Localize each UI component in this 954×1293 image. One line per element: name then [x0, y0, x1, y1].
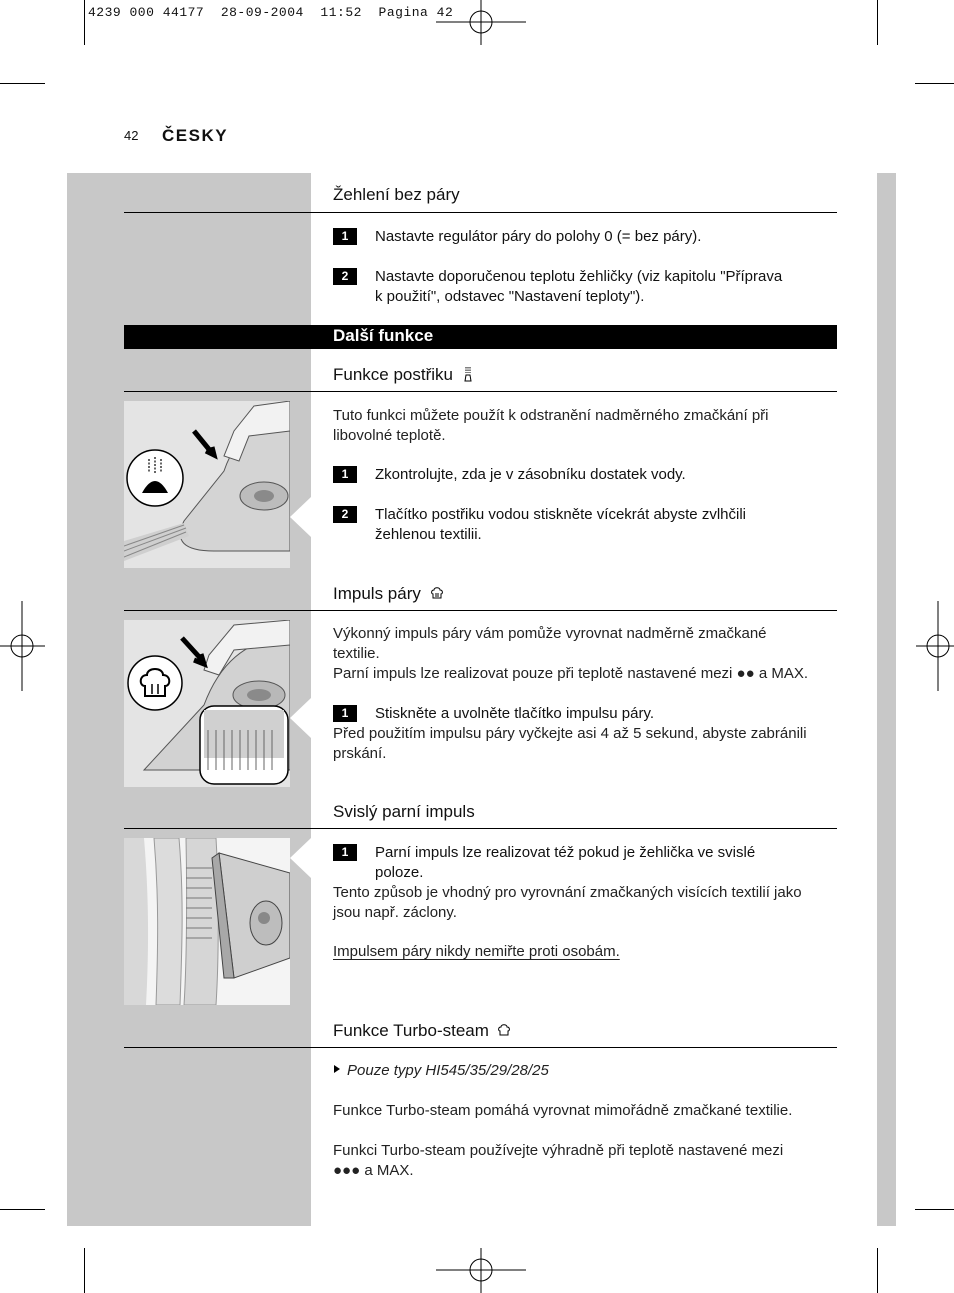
crop-mark [915, 83, 954, 84]
heading-turbo-steam [333, 1021, 510, 1041]
spray-icon [462, 366, 474, 382]
turbo-model-note [333, 1061, 833, 1081]
turbo-steam-icon [498, 1024, 510, 1037]
step-number: 2 [333, 506, 357, 523]
section-bar [124, 325, 837, 349]
shot-intro: Výkonný impuls páry vám pomůže vyrovnat nadměrně zmačkané textilie. [333, 625, 767, 662]
vertical-para: Tento způsob je vhodný pro vyrovnání zmačkaných visících textilií jako jsou např. záclony. [333, 884, 802, 921]
turbo-model-note-text: Pouze typy HI545/35/29/28/25 [347, 1062, 549, 1079]
vertical-steam-illustration [124, 838, 290, 1005]
heading-text: Impuls páry [333, 584, 421, 603]
heading-no-steam: Žehlení bez páry [333, 185, 460, 204]
step-number: 1 [333, 228, 357, 245]
iron-vertical-drawing [124, 838, 290, 1005]
turbo-para-2: Funkci Turbo-steam používejte výhradně při teplotě nastavené mezi ●●● a MAX. [333, 1142, 784, 1179]
step-text: Tlačítko postřiku vodou stiskněte vícekrát abyste zvlhčili žehlenou textilii. [375, 506, 746, 543]
iron-shot-drawing [124, 620, 290, 787]
step-number: 2 [333, 268, 357, 285]
step-number: 1 [333, 466, 357, 483]
crop-mark [915, 1209, 954, 1210]
right-grey-band [877, 173, 896, 1226]
registration-mark-left [0, 601, 45, 691]
divider [124, 610, 837, 611]
heading-spray [333, 365, 474, 385]
registration-mark-bottom [436, 1248, 526, 1293]
crop-mark [84, 1248, 85, 1293]
divider [124, 828, 837, 829]
crop-mark [877, 0, 878, 45]
step-number: 1 [333, 844, 357, 861]
triangle-bullet-icon [333, 1064, 341, 1074]
shot-intro-temperature: Parní impuls lze realizovat pouze při teplotě nastavené mezi ●● a MAX. [333, 665, 809, 682]
heading-text: Funkce postřiku [333, 365, 453, 384]
page-number: 42 [124, 128, 139, 143]
steam-shot-illustration [124, 620, 290, 787]
page-language: ČESKY [162, 126, 229, 145]
heading-shot-of-steam [333, 584, 444, 604]
divider [124, 391, 837, 392]
pointer-triangle [290, 497, 311, 537]
step-text: Nastavte regulátor páry do polohy 0 (= bez páry). [375, 228, 702, 245]
step-text: Stiskněte a uvolněte tlačítko impulsu páry. [375, 705, 655, 722]
crop-mark [84, 0, 85, 45]
crop-mark [0, 1209, 45, 1210]
step-text: Nastavte doporučenou teplotu žehličky (viz kapitolu "Příprava [375, 268, 783, 285]
crop-mark [877, 1248, 878, 1293]
registration-mark-right [916, 601, 954, 691]
section-title: Další funkce [333, 326, 434, 345]
divider [124, 1047, 837, 1048]
step-number: 1 [333, 705, 357, 722]
step-text: k použití", odstavec "Nastavení teploty"). [375, 288, 645, 305]
step-text: Parní impuls lze realizovat též pokud je žehlička ve svislé poloze. [375, 844, 756, 881]
safety-warning: Impulsem páry nikdy nemiřte proti osobám. [333, 943, 620, 960]
divider [124, 212, 837, 213]
shot-after: Před použitím impulsu páry vyčkejte asi 4 až 5 sekund, abyste zabránili prskání. [333, 725, 807, 762]
heading-text: Funkce Turbo-steam [333, 1021, 489, 1040]
spray-intro: Tuto funkci můžete použít k odstranění nadměrného zmačkání při libovolné teplotě. [333, 407, 769, 444]
turbo-para-1: Funkce Turbo-steam pomáhá vyrovnat mimořádně zmačkané textilie. [333, 1102, 793, 1119]
print-header: 4239 000 44177 28-09-2004 11:52 Pagina 42 [88, 5, 454, 20]
spray-illustration [124, 401, 290, 568]
steam-shot-icon [430, 586, 444, 600]
pointer-triangle [290, 698, 311, 738]
iron-spray-drawing [124, 401, 290, 568]
heading-vertical-shot: Svislý parní impuls [333, 802, 475, 821]
pointer-triangle [290, 838, 311, 878]
step-text: Zkontrolujte, zda je v zásobníku dostatek vody. [375, 466, 686, 483]
crop-mark [0, 83, 45, 84]
